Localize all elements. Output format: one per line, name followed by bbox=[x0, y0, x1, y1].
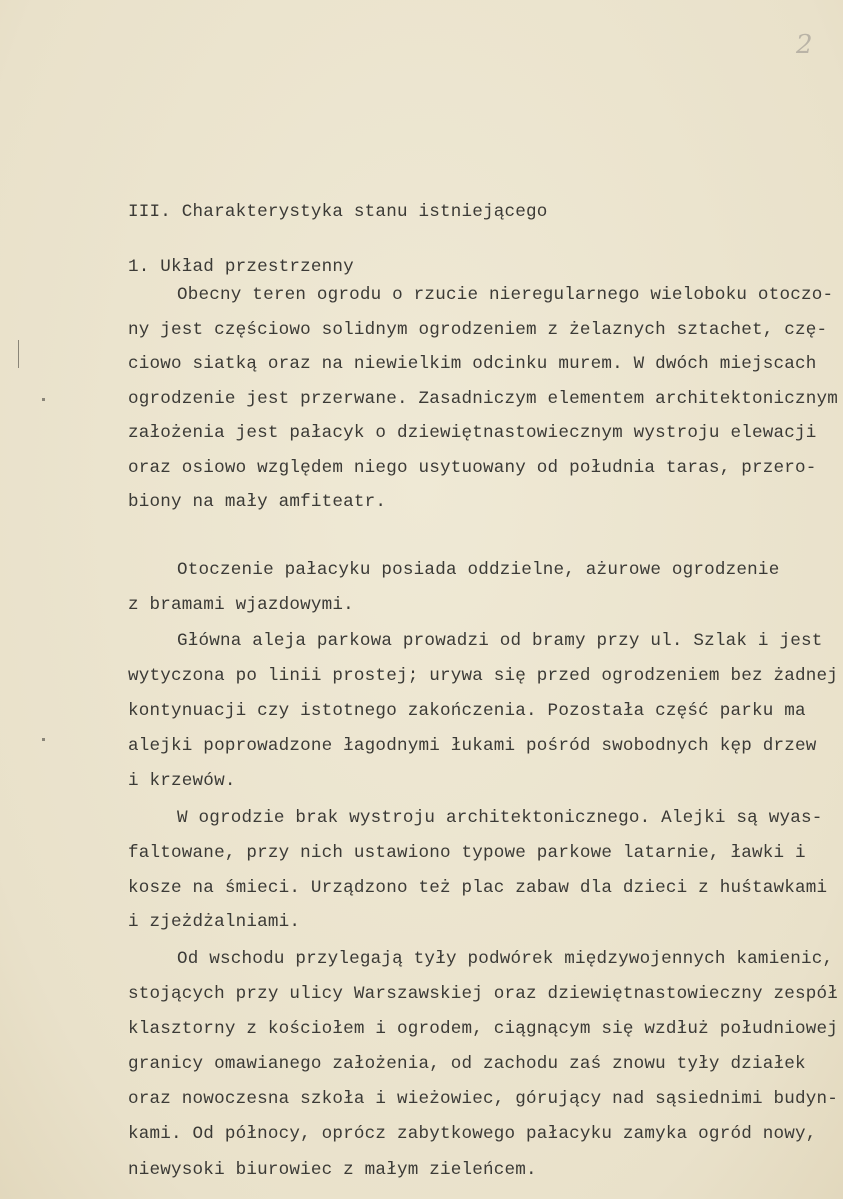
text-line: wytyczona po linii prostej; urywa się przed ogrodzeniem bez żadnej bbox=[128, 666, 839, 686]
text-line: Otoczenie pałacyku posiada oddzielne, ażurowe ogrodzenie bbox=[177, 560, 780, 580]
text-line: oraz osiowo względem niego usytuowany od południa taras, przero- bbox=[128, 458, 817, 478]
text-line: i zjeżdżalniami. bbox=[128, 912, 301, 932]
text-line: stojących przy ulicy Warszawskiej oraz dziewiętnastowieczny zespół bbox=[128, 984, 839, 1004]
margin-dot bbox=[42, 738, 45, 741]
text-line: granicy omawianego założenia, od zachodu zaś znowu tyły działek bbox=[128, 1054, 806, 1074]
text-line: oraz nowoczesna szkoła i wieżowiec, górujący nad sąsiednimi budyn- bbox=[128, 1089, 839, 1109]
subsection-title: 1. Układ przestrzenny bbox=[128, 257, 354, 277]
text-line: i krzewów. bbox=[128, 771, 236, 791]
text-line: kosze na śmieci. Urządzono też plac zabaw dla dzieci z huśtawkami bbox=[128, 878, 828, 898]
margin-mark bbox=[18, 340, 19, 368]
text-line: z bramami wjazdowymi. bbox=[128, 595, 354, 615]
text-line: faltowane, przy nich ustawiono typowe parkowe latarnie, ławki i bbox=[128, 843, 806, 863]
section-title: III. Charakterystyka stanu istniejącego bbox=[128, 202, 548, 222]
page-number: 2 bbox=[796, 30, 813, 60]
text-line: biony na mały amfiteatr. bbox=[128, 492, 387, 512]
text-line: alejki poprowadzone łagodnymi łukami pośród swobodnych kęp drzew bbox=[128, 736, 817, 756]
text-line: ciowo siatką oraz na niewielkim odcinku murem. W dwóch miejscach bbox=[128, 354, 817, 374]
text-line: ny jest częściowo solidnym ogrodzeniem z żelaznych sztachet, czę- bbox=[128, 320, 828, 340]
text-line: założenia jest pałacyk o dziewiętnastowiecznym wystroju elewacji bbox=[128, 423, 817, 443]
text-line: kontynuacji czy istotnego zakończenia. Pozostała część parku ma bbox=[128, 701, 806, 721]
text-line: niewysoki biurowiec z małym zieleńcem. bbox=[128, 1160, 537, 1180]
text-line: Główna aleja parkowa prowadzi od bramy przy ul. Szlak i jest bbox=[177, 631, 823, 651]
text-line: W ogrodzie brak wystroju architektonicznego. Alejki są wyas- bbox=[177, 808, 823, 828]
text-line: kami. Od północy, oprócz zabytkowego pałacyku zamyka ogród nowy, bbox=[128, 1124, 817, 1144]
text-line: Od wschodu przylegają tyły podwórek międzywojennych kamienic, bbox=[177, 949, 834, 969]
text-line: klasztorny z kościołem i ogrodem, ciągnącym się wzdłuż południowej bbox=[128, 1019, 839, 1039]
text-line: ogrodzenie jest przerwane. Zasadniczym elementem architektonicznym bbox=[128, 389, 839, 409]
margin-dot bbox=[42, 398, 45, 401]
text-line: Obecny teren ogrodu o rzucie nieregularnego wieloboku otoczo- bbox=[177, 285, 834, 305]
